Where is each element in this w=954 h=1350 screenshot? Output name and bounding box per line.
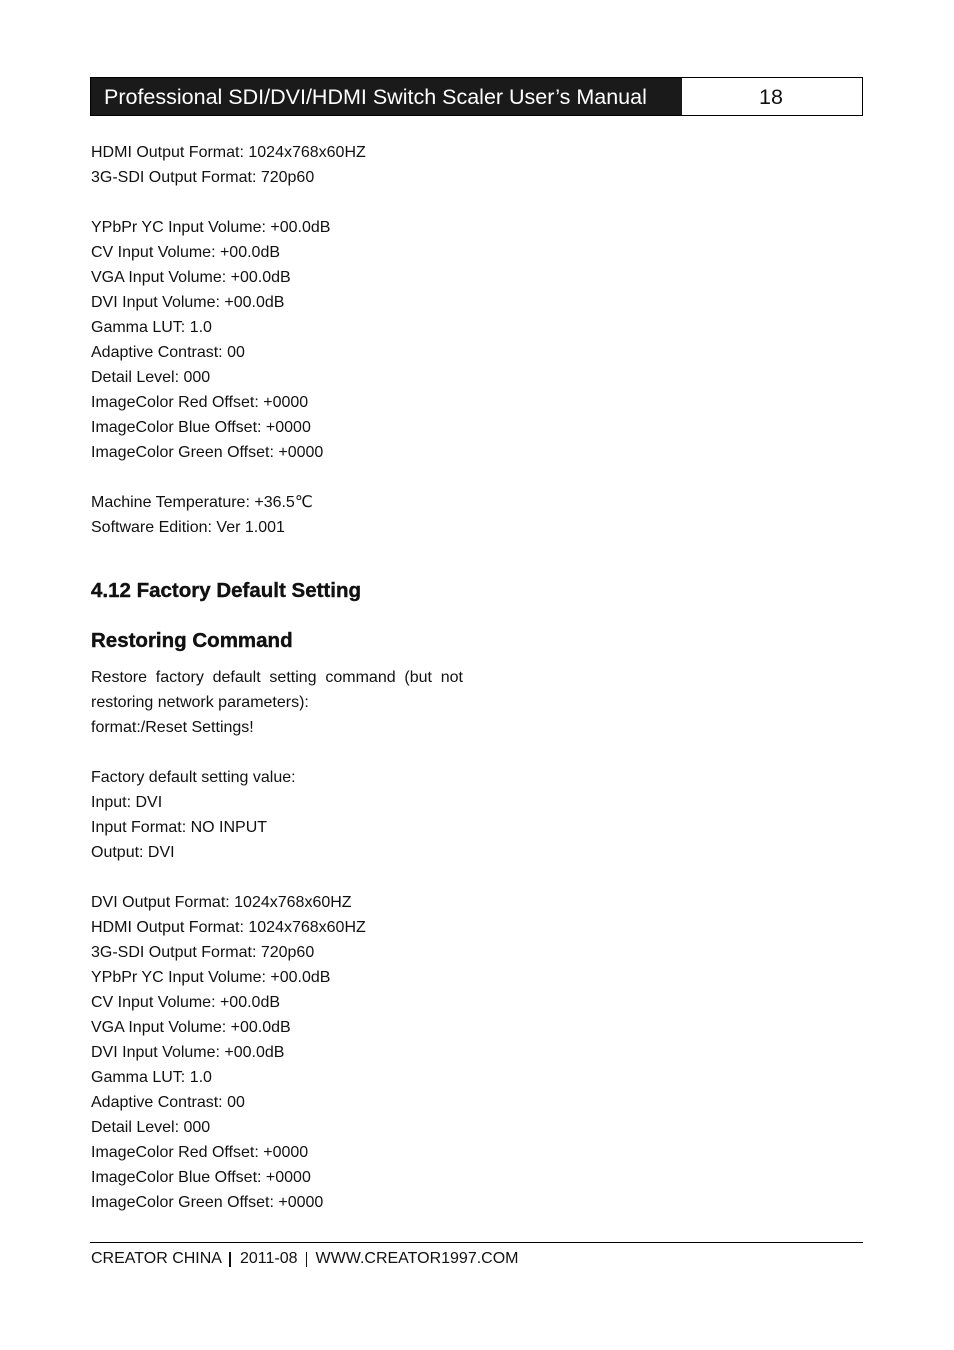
default-line: Detail Level: 000 [91,1119,211,1136]
status-line: ImageColor Red Offset: +0000 [91,394,309,411]
footer-separator [229,1252,231,1267]
page-header [90,77,863,116]
manual-title: Professional SDI/DVI/HDMI Switch Scaler User’s Manual [91,78,682,115]
footer-separator [306,1252,307,1267]
default-line: ImageColor Blue Offset: +0000 [91,1169,311,1186]
status-line: ImageColor Blue Offset: +0000 [91,419,311,436]
default-line: VGA Input Volume: +00.0dB [91,1019,291,1036]
status-line: Software Edition: Ver 1.001 [91,519,285,536]
restore-command: format:/Reset Settings! [91,719,254,736]
status-line: YPbPr YC Input Volume: +00.0dB [91,219,331,236]
status-line: 3G-SDI Output Format: 720p60 [91,169,315,186]
status-line: ImageColor Green Offset: +0000 [91,444,324,461]
status-line: Machine Temperature: +36.5℃ [91,494,313,511]
default-line: 3G-SDI Output Format: 720p60 [91,944,315,961]
default-line: Input Format: NO INPUT [91,819,268,836]
status-list-machine [91,490,471,540]
default-line: ImageColor Red Offset: +0000 [91,1144,309,1161]
defaults-intro-list [91,765,471,865]
page-footer [91,1248,519,1270]
default-line: Factory default setting value: [91,769,296,786]
default-line: Adaptive Contrast: 00 [91,1094,245,1111]
status-line: Adaptive Contrast: 00 [91,344,245,361]
default-line: Gamma LUT: 1.0 [91,1069,212,1086]
status-line: HDMI Output Format: 1024x768x60HZ [91,144,366,161]
default-line: HDMI Output Format: 1024x768x60HZ [91,919,366,936]
default-line: DVI Input Volume: +00.0dB [91,1044,285,1061]
default-line: CV Input Volume: +00.0dB [91,994,281,1011]
status-line: DVI Input Volume: +00.0dB [91,294,285,311]
section-heading: 4.12 Factory Default Setting [91,579,361,602]
default-line: Output: DVI [91,844,175,861]
status-line: Detail Level: 000 [91,369,211,386]
status-list-levels [91,215,471,465]
default-line: DVI Output Format: 1024x768x60HZ [91,894,352,911]
footer-company: CREATOR CHINA [91,1250,222,1267]
status-line: CV Input Volume: +00.0dB [91,244,281,261]
default-line: Input: DVI [91,794,163,811]
restore-description: Restore factory default setting command (but not restoring network parameters): [91,669,463,711]
footer-date: 2011-08 [239,1250,298,1267]
status-line: Gamma LUT: 1.0 [91,319,212,336]
footer-website: WWW.CREATOR1997.COM [315,1250,519,1267]
defaults-value-list [91,890,471,1215]
status-list-output-formats [91,140,471,190]
section-subheading: Restoring Command [91,629,293,652]
default-line: YPbPr YC Input Volume: +00.0dB [91,969,331,986]
page-number: 18 [759,85,783,109]
default-line: ImageColor Green Offset: +0000 [91,1194,324,1211]
footer-divider [90,1242,863,1243]
status-line: VGA Input Volume: +00.0dB [91,269,291,286]
page-content [91,140,471,1215]
